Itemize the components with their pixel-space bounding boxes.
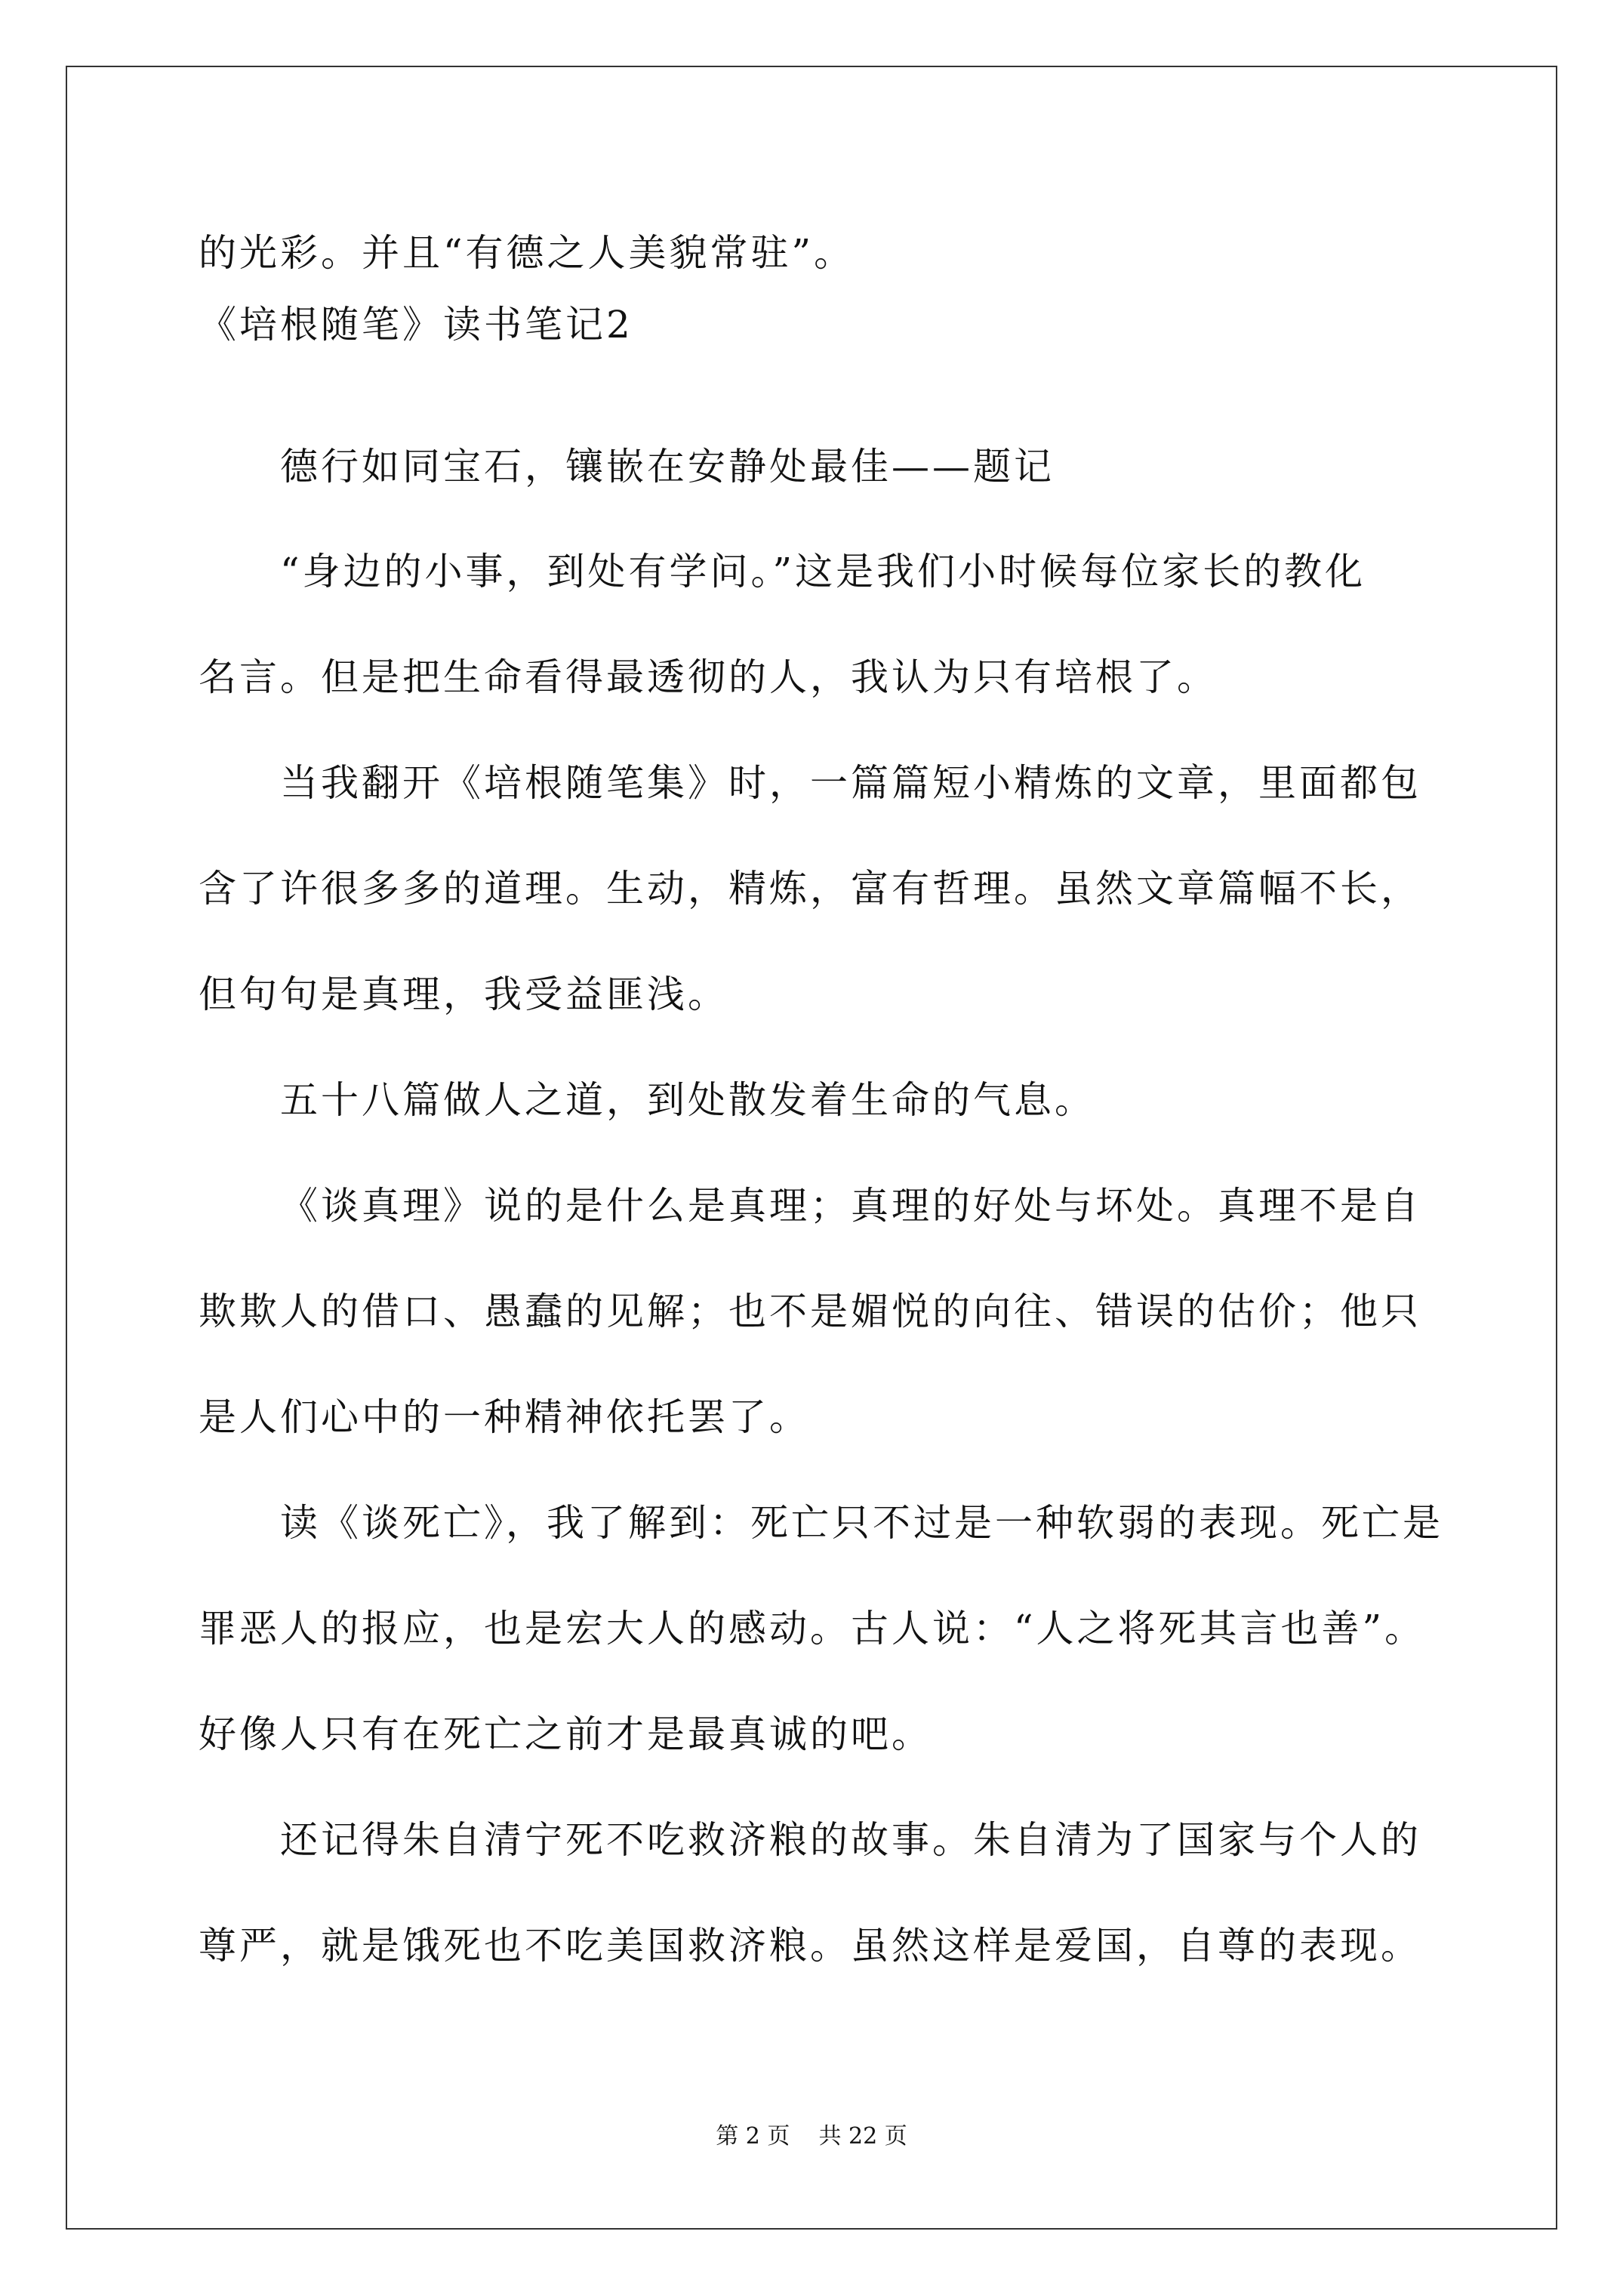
paragraph-line: 五十八篇做人之道，到处散发着生命的气息。: [280, 1078, 1095, 1122]
paragraph-line: “身边的小事，到处有学问。”这是我们小时候每位家长的教化: [280, 550, 1366, 593]
epigraph: 德行如同宝石，镶嵌在安静处最佳——题记: [280, 445, 1055, 488]
page-number-footer: 第 2 页 共 22 页: [716, 2123, 907, 2150]
paragraph-line: 《谈真理》说的是什么是真理；真理的好处与坏处。真理不是自: [280, 1184, 1421, 1228]
text-line: 的光彩。并且“有德之人美貌常驻”。: [199, 231, 855, 275]
paragraph-line: 欺欺人的借口、愚蠢的见解；也不是媚悦的向往、错误的估价；他只: [199, 1290, 1421, 1333]
paragraph-line: 含了许很多多的道理。生动，精炼，富有哲理。虽然文章篇幅不长，: [199, 867, 1421, 911]
paragraph-line: 读《谈死亡》，我了解到：死亡只不过是一种软弱的表现。死亡是: [280, 1501, 1443, 1545]
paragraph-line: 罪恶人的报应，也是宏大人的感动。古人说：“人之将死其言也善”。: [199, 1607, 1426, 1650]
paragraph-line: 尊严，就是饿死也不吃美国救济粮。虽然这样是爱国，自尊的表现。: [199, 1924, 1421, 1968]
paragraph-line: 是人们心中的一种精神依托罢了。: [199, 1395, 810, 1439]
paragraph-line: 但句句是真理，我受益匪浅。: [199, 972, 728, 1016]
paragraph-line: 还记得朱自清宁死不吃救济粮的故事。朱自清为了国家与个人的: [280, 1818, 1421, 1862]
paragraph-line: 当我翻开《培根随笔集》时，一篇篇短小精炼的文章，里面都包: [280, 761, 1421, 805]
paragraph-line: 好像人只有在死亡之前才是最真诚的吧。: [199, 1712, 932, 1756]
page-border: [66, 66, 1557, 2230]
paragraph-line: 名言。但是把生命看得最透彻的人，我认为只有培根了。: [199, 655, 1218, 699]
section-heading: 《培根随笔》读书笔记2: [199, 303, 633, 347]
